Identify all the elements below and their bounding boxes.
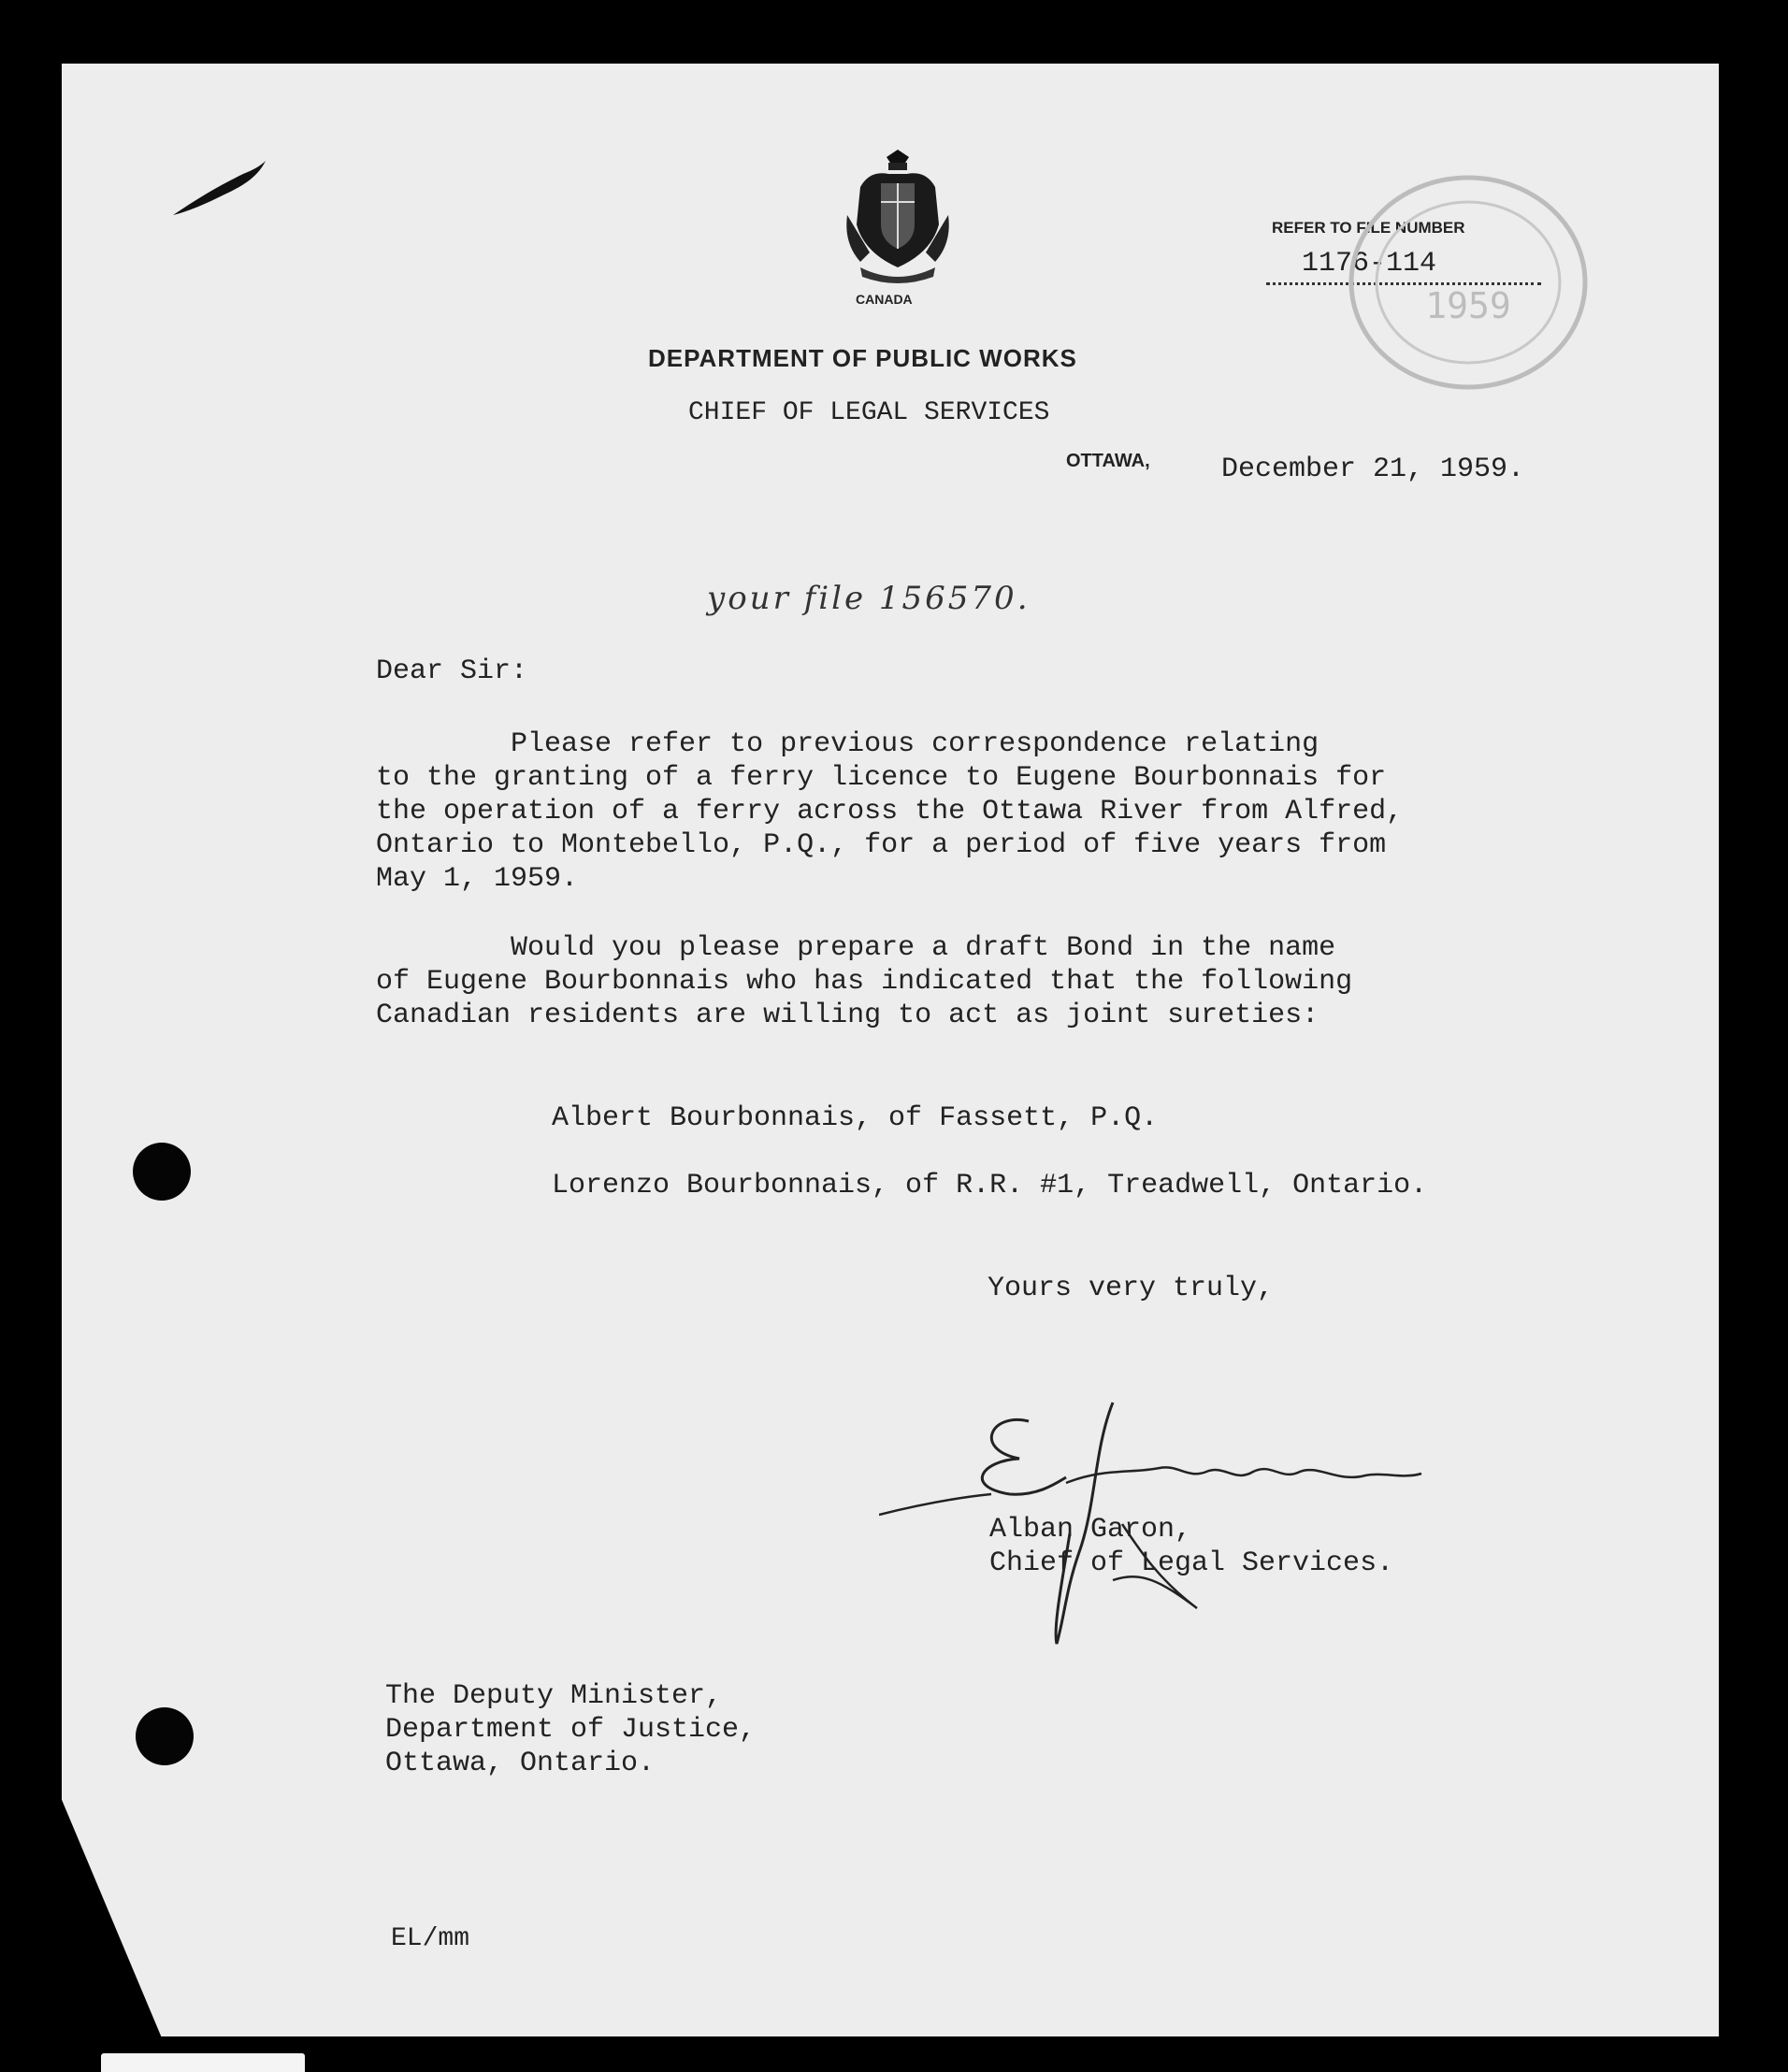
file-ref-number: 1176-114 xyxy=(1302,248,1437,280)
received-stamp-icon xyxy=(1337,161,1599,404)
salutation: Dear Sir: xyxy=(376,655,528,687)
department-heading: DEPARTMENT OF PUBLIC WORKS xyxy=(648,344,1077,372)
folder-tab xyxy=(101,2053,305,2072)
signatory-name: Alban Garon, xyxy=(989,1514,1192,1546)
paragraph-1-line: the operation of a ferry across the Ottawa River from Alfred, xyxy=(376,796,1404,827)
paragraph-2-line: Would you please prepare a draft Bond in the name xyxy=(376,932,1336,964)
surety-line: Albert Bourbonnais, of Fassett, P.Q. xyxy=(552,1102,1159,1134)
recipient-line: Ottawa, Ontario. xyxy=(385,1748,656,1779)
paragraph-1-line: May 1, 1959. xyxy=(376,863,579,895)
closing: Yours very truly, xyxy=(988,1273,1275,1304)
recipient-line: Department of Justice, xyxy=(385,1714,757,1746)
punch-hole-upper xyxy=(133,1143,191,1201)
coat-of-arms-icon xyxy=(842,150,954,290)
stamp-year: 1959 xyxy=(1425,285,1511,326)
office-heading: CHIEF OF LEGAL SERVICES xyxy=(688,398,1050,427)
paragraph-2-line: Canadian residents are willing to act as joint sureties: xyxy=(376,1000,1319,1031)
paragraph-2-line: of Eugene Bourbonnais who has indicated that the following xyxy=(376,966,1353,998)
surety-line: Lorenzo Bourbonnais, of R.R. #1, Treadwell, Ontario. xyxy=(552,1170,1428,1201)
punch-hole-lower xyxy=(136,1707,194,1765)
recipient-line: The Deputy Minister, xyxy=(385,1680,723,1712)
paragraph-1-line: Please refer to previous correspondence relating xyxy=(376,728,1319,760)
typist-initials: EL/mm xyxy=(391,1924,470,1953)
paragraph-1-line: Ontario to Montebello, P.Q., for a period of five years from xyxy=(376,829,1387,861)
letterhead-city: OTTAWA, xyxy=(1066,451,1150,471)
paragraph-1-line: to the granting of a ferry licence to Eugene Bourbonnais for xyxy=(376,762,1387,794)
crest-caption: CANADA xyxy=(856,292,913,307)
letter-date: December 21, 1959. xyxy=(1221,453,1525,485)
ink-smudge-icon xyxy=(168,157,271,223)
handwritten-file-note: your file 156570. xyxy=(707,580,1031,617)
file-ref-label: REFER TO FILE NUMBER xyxy=(1272,219,1465,237)
signatory-title: Chief of Legal Services. xyxy=(989,1547,1394,1579)
